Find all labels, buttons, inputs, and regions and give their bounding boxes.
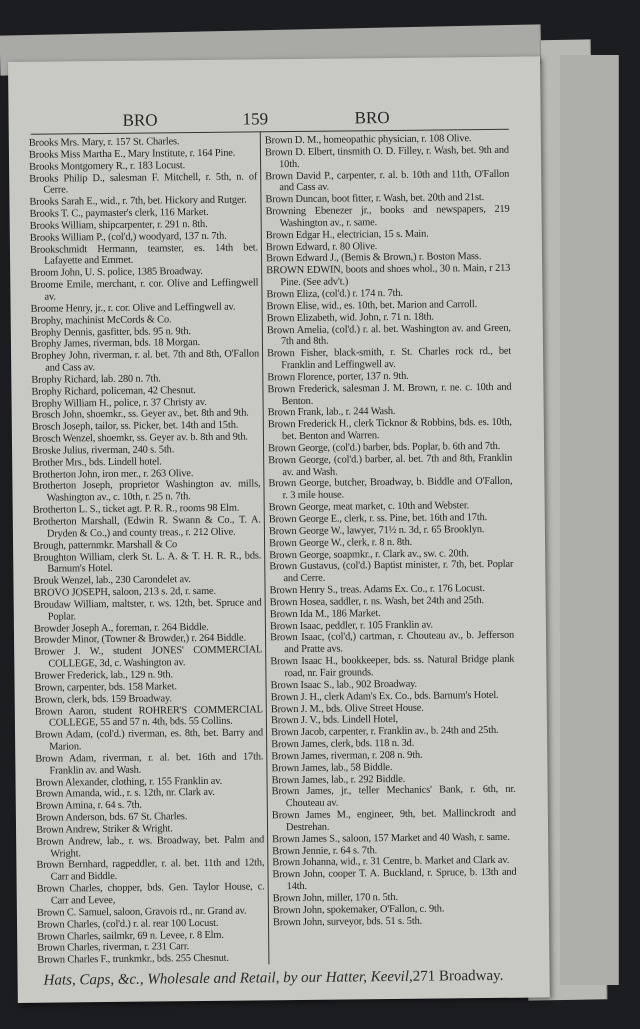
- directory-entry: Brown Isaac S., lab., 902 Broadway.: [270, 678, 418, 692]
- directory-entry: Brooks Mrs. Mary, r. 157 St. Charles.: [28, 136, 180, 149]
- directory-entry: Brown Anderson, bds. 67 St. Charles.: [35, 811, 188, 824]
- directory-entry: Brown Charles, sailmkr, 69 n. Levee, r. 8 Elm.: [37, 929, 224, 943]
- directory-entry: Brosch Wenzel, shoemkr, ss. Geyer av. b. 8th and 9th.: [31, 431, 248, 445]
- directory-entry: Brophy William H., police, r. 37 Christy av.: [31, 396, 207, 410]
- directory-entry: Brown George, butcher, Broadway, b. Biddle and O'Fallon, r. 3 mile house.: [268, 476, 513, 502]
- directory-entry: Brouk Wenzel, lab., 230 Carondelet av.: [33, 574, 191, 587]
- directory-entry: Brophy Richard, lab. 280 n. 7th.: [31, 373, 161, 386]
- directory-entry: Brown Isaac, peddler, r. 105 Franklin av.: [269, 619, 433, 632]
- directory-entry: Brooks William, shipcarpenter, r. 291 n. 8th.: [29, 218, 208, 232]
- directory-entry: Brown Adam, riverman, r. al. bet. 16th and 17th. Franklin av. and Wash.: [35, 751, 264, 777]
- directory-entry: Brown George, (col'd.) barber, al. bet. 7th and 8th, Franklin av. and Wash.: [268, 452, 513, 478]
- directory-entry: Brown John, surveyor, bds. 51 s. 5th.: [272, 915, 423, 928]
- directory-entry: Brophy, machinist McCords & Co.: [30, 313, 172, 327]
- directory-entry: Brown Ida M., 186 Market.: [269, 607, 381, 621]
- directory-entry: Brown C. Samuel, saloon, Gravois rd., nr. Grand av.: [36, 905, 247, 919]
- directory-entry: Brown James, clerk, bds. 118 n. 3d.: [271, 737, 415, 751]
- directory-entry: Brown Aaron, student ROHRER'S COMMERCIAL COLLEGE, 55 and 57 n. 4th, bds. 55 Collins.: [34, 703, 263, 729]
- directory-entry: Brown Charles, (col'd.) r. al. rear 100 Locust.: [36, 917, 219, 931]
- directory-entry: Brown Hosea, saddler, r. ns. Wash, bet 24th and 25th.: [269, 594, 484, 609]
- directory-entry: Brown Gustavus, (col'd.) Baptist minister, r. 7th, bet. Poplar and Cerre.: [269, 559, 514, 585]
- directory-entry: Brown Edward, r. 80 Olive.: [265, 240, 378, 253]
- directory-entry: Brosch Joseph, tailor, ss. Picker, bet. 14th and 15th.: [31, 419, 239, 434]
- directory-entry: Broudaw William, maltster, r. ws. 12th, bet. Spruce and Poplar.: [33, 597, 262, 623]
- directory-entry: Brooks Montgomery R., r. 183 Locust.: [29, 159, 186, 173]
- directory-entry: Brown J. V., bds. Lindell Hotel,: [270, 714, 398, 727]
- directory-entry: Brooks T. C., paymaster's clerk, 116 Market.: [29, 206, 209, 220]
- directory-entry: BROVO JOSEPH, saloon, 213 s. 2d, r. same.: [33, 585, 216, 599]
- directory-entry: Brown Jennie, r. 64 s. 7th.: [272, 844, 378, 857]
- directory-entry: Brown George E., clerk, r. ss. Pine, bet. 16th and 17th.: [268, 512, 488, 526]
- directory-entry: Brown Fisher, black-smith, r. St. Charles rock rd., bet Franklin and Leffingwell av.: [267, 345, 512, 372]
- directory-entry: Brown James, lab., r. 292 Biddle.: [271, 773, 406, 786]
- directory-entry: Brother Mrs., bds. Lindell hotel.: [32, 456, 162, 469]
- directory-entry: Brooks Miss Martha E., Mary Institute, r. 164 Pine.: [28, 147, 236, 161]
- left-guide-word: BRO: [122, 110, 158, 130]
- directory-entry: Brown Andrew, lab., r. ws. Broadway, bet. Palm and Wright.: [36, 834, 265, 860]
- directory-entry: Brown George, soapmkr., r. Clark av., sw. c. 20th.: [269, 547, 469, 561]
- directory-entry: Brown Edward J., (Bemis & Brown,) r. Boston Mass.: [266, 251, 482, 265]
- directory-entry: Brown J. H., clerk Adam's Ex. Co., bds. Barnum's Hotel.: [270, 689, 499, 703]
- directory-entry: Brown George, (col'd.) barber, bds. Poplar, b. 6th and 7th.: [268, 440, 501, 455]
- directory-entry: Brown David P., carpenter, r. al. b. 10th and 11th, O'Fallon and Cass av.: [265, 168, 510, 194]
- directory-entry: Brooks William P., (col'd,) woodyard, 137 n. 7th.: [29, 230, 227, 244]
- directory-entry: Brophey John, riverman, r. al. bet. 7th and 8th, O'Fallon and Cass av.: [31, 348, 260, 374]
- directory-entry: Brotherton L. S., ticket agt. P. R. R., rooms 98 Elm.: [32, 502, 240, 516]
- directory-entry: Brown George, meat market, c. 10th and Webster.: [268, 500, 470, 514]
- directory-entry: Brough, patternmkr. Marshall & Co: [33, 538, 178, 552]
- directory-entry: Brower J. W., student JONES' COMMERCIAL COLLEGE, 3d, c. Washington av.: [34, 644, 263, 670]
- directory-entry: Broske Julius, riverman, 240 s. 5th.: [32, 444, 175, 457]
- directory-entry: Brown D. Elbert, tinsmith O. D. Filley, r. Wash, bet. 9th and 10th.: [264, 144, 510, 170]
- directory-entry: Brown Frederick H., clerk Ticknor & Robbins, bds. es. 10th, bet. Benton and Warren.: [267, 416, 512, 443]
- right-column: [265, 133, 517, 929]
- directory-entry: Brown James S., saloon, 157 Market and 40 Wash, r. same.: [272, 831, 510, 846]
- directory-entry: Brown John, miller, 170 n. 5th.: [272, 891, 398, 905]
- directory-entry: Broom John, U. S. police, 1385 Broadway.: [30, 266, 203, 280]
- directory-entry: Brown Charles, chopper, bds. Gen. Taylor House, c. Carr and Levee,: [36, 881, 265, 907]
- directory-entry: Brotherton Marshall, (Edwin R. Swann & Co., T. A. Dryden & Co.,) and county treas., r. 212 Olive.: [32, 514, 261, 540]
- directory-entry: Brower Frederick, lab., 129 n. 9th.: [34, 669, 173, 682]
- directory-entry: Brown Alexander, clothing, r. 155 Franklin av.: [35, 775, 223, 789]
- directory-entry: Brown Jacob, carpenter, r. Franklin av., b. 24th and 25th.: [270, 725, 499, 739]
- directory-entry: Brown James, lab., 58 Biddle.: [271, 761, 393, 774]
- directory-entry: Brown Elise, wid., es. 10th, bet. Marion and Carroll.: [266, 298, 478, 313]
- directory-entry: Brown Adam, (col'd.) riverman, es. 8th, bet. Barry and Marion.: [34, 727, 264, 753]
- directory-entry: Broughton William, clerk St. L. A. & T. H. R. R., bds. Barnum's Hotel.: [33, 549, 262, 575]
- directory-entry: Brown George W., lawyer, 71½ n. 3d, r. 65 Brooklyn.: [268, 523, 485, 538]
- directory-entry: Brown John, spokemaker, O'Fallon, c. 9th.: [272, 903, 445, 917]
- directory-entry: Brown Amelia, (col'd.) r. al. bet. Washington av. and Green, 7th and 8th.: [266, 322, 511, 348]
- directory-entry: Brown Amanda, wid., r. s. 12th, nr. Clark av.: [35, 787, 215, 801]
- directory-entry: Brown Frank, lab., r. 244 Wash.: [267, 406, 396, 419]
- footer-ad-address: 271 Broadway.: [412, 967, 504, 985]
- directory-entry: Brooks Sarah E., wid., r. 7th, bet. Hickory and Rutger.: [29, 194, 247, 209]
- directory-entry: Brown Isaac, (col'd,) cartman, r. Chouteau av., b. Jefferson and Pratte avs.: [269, 630, 515, 656]
- directory-entry: Brown Charles, riverman, r. 231 Carr.: [37, 941, 190, 955]
- directory-entry: Brown John, cooper T. A. Buckland, r. Spruce, b. 13th and 14th.: [272, 867, 517, 893]
- directory-entry: Brown Amina, r. 64 s. 7th.: [35, 799, 142, 812]
- directory-entry: Brown James, jr., teller Mechanics' Bank, r. 6th, nr. Chouteau av.: [271, 784, 516, 810]
- directory-entry: Brown James M., engineer, 9th, bet. Mallinckrodt and Destrehan.: [271, 807, 516, 834]
- directory-entry: Brown James, riverman, r. 208 n. 9th.: [271, 749, 423, 763]
- directory-entry: Browning Ebenezer jr., books and newspapers, 219 Washington av., r. same.: [265, 203, 510, 230]
- directory-entry: Brown Florence, porter, 137 n. 9th.: [267, 370, 409, 384]
- directory-entry: Brown J. M., bds. Olive Street House.: [270, 702, 424, 715]
- directory-entry: Brown Frederick, salesman J. M. Brown, r. ne. c. 10th and Benton.: [267, 381, 512, 407]
- directory-entry: Brotherton Joseph, proprietor Washington av. mills, Washington av., c. 10th, r. 25 n. 7th.: [32, 478, 261, 504]
- directory-entry: Brown Bernhard, ragpeddler, r. al. bet. 11th and 12th, Carr and Biddle.: [36, 857, 265, 883]
- directory-entry: Brophy Richard, policeman, 42 Chesnut.: [31, 384, 196, 398]
- directory-entry: Brown Duncan, boot fitter, r. Wash, bet. 20th and 21st.: [265, 192, 485, 206]
- right-guide-word: BRO: [354, 108, 390, 128]
- directory-entry: Brown Henry S., treas. Adams Ex. Co., r. 176 Locust.: [269, 583, 485, 597]
- page-number: 159: [242, 109, 269, 129]
- directory-entry: Brotherton John, iron mer., r. 263 Olive.: [32, 467, 194, 481]
- directory-entry: Brown Eliza, (col'd.) r. 174 n. 7th.: [266, 287, 403, 301]
- directory-entry: Brown Johanna, wid., r. 31 Centre, b. Market and Clark av.: [272, 855, 510, 869]
- directory-entry: Brookschmidt Hermann, teamster, es. 14th bet. Lafayette and Emmet.: [29, 241, 259, 268]
- directory-entry: BROWN EDWIN, boots and shoes whol., 30 n. Main, r 213 Pine. (See adv't.): [266, 263, 511, 289]
- directory-entry: Broome Emile, merchant, r. cor. Olive and Leffingwell av.: [30, 277, 259, 303]
- directory-entry: Brown Elizabeth, wid. John, r. 71 n. 18th.: [266, 311, 434, 324]
- directory-page: [8, 56, 550, 1003]
- directory-entry: Brophy James, riverman, bds. 18 Morgan.: [30, 337, 201, 351]
- page-edge: [560, 55, 619, 985]
- directory-entry: Brosch John, shoemkr., ss. Geyer av., bet. 8th and 9th.: [31, 407, 249, 422]
- left-column: [29, 135, 266, 966]
- directory-entry: Browder Minor, (Towner & Browder,) r. 264 Biddle.: [34, 632, 246, 647]
- footer-advertisement: [44, 968, 524, 990]
- directory-entry: Brown Isaac H., bookkeeper, bds. ss. Natural Bridge plank road, nr. Fair grounds.: [270, 653, 515, 680]
- directory-entry: Broome Henry, jr., r. cor. Olive and Leffingwell av.: [30, 301, 236, 315]
- footer-ad-text: Hats, Caps, &c., Wholesale and Retail, by our Hatter, Keevil,: [43, 968, 413, 989]
- directory-entry: Brown Charles F., trunkmkr., bds. 255 Chesnut.: [37, 952, 229, 966]
- directory-entry: Brooks Philip D., salesman F. Mitchell, r. 5th, n. of Cerre.: [29, 170, 258, 197]
- directory-entry: Brown D. M., homeopathic physician, r. 108 Olive.: [264, 133, 472, 147]
- directory-entry: Browder Joseph A., foreman, r. 264 Biddle.: [33, 621, 209, 635]
- directory-entry: Brown, clerk, bds. 159 Broadway.: [34, 692, 172, 706]
- directory-entry: Brown Andrew, Striker & Wright.: [35, 823, 173, 836]
- directory-entry: Brown, carpenter, bds. 158 Market.: [34, 681, 177, 694]
- directory-entry: Brophy Dennis, gasfitter, bds. 95 n. 9th.: [30, 325, 191, 339]
- directory-entry: Brown Edgar H., electrician, 15 s. Main.: [265, 228, 429, 242]
- directory-entry: Brown George W., clerk, r. 8 n. 8th.: [268, 536, 413, 549]
